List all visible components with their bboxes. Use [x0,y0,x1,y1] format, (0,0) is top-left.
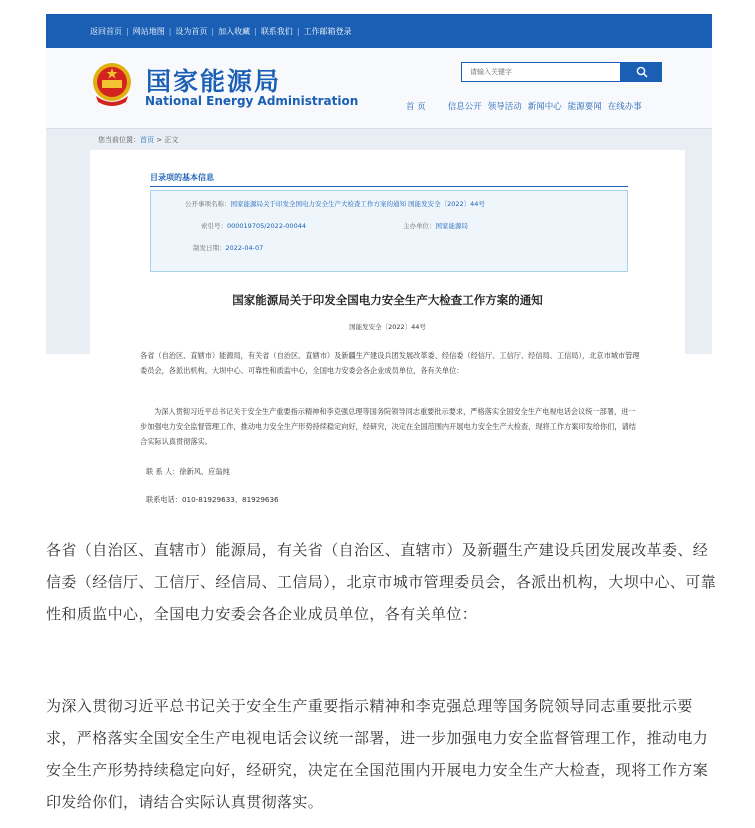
topnav-home[interactable]: 返回首页 [90,26,122,36]
owner-value: 国家能源局 [435,222,468,230]
topnav-contact[interactable]: 联系我们 [260,26,293,36]
content-card [90,150,685,354]
nav-home[interactable]: 首 页 [406,102,426,112]
article-paragraph-body: 为深入贯彻习近平总书记关于安全生产重要指示精神和李克强总理等国务院领导同志重要批示要求，严格落实全国安全生产电视电话会议统一部署，进一步加强电力安全监督管理工作，推动电力安全生产形势持续稳定向好，经研究，决定在全国范围内开展电力安全生产大检查，现将工作方案印发给你们，请结合实际认真贯彻落实。 [46,697,709,811]
catalog-heading: 目录项的基本信息 [150,173,214,182]
index-value: 000019705/2022-00044 [227,222,306,230]
breadcrumb-separator: > [154,136,165,144]
item-name-label: 公开事项名称： [185,200,231,208]
nav-online-services[interactable]: 在线办事 [607,102,642,112]
topnav-bookmark[interactable]: 加入收藏 [218,26,251,36]
website-screenshot [46,14,712,354]
doc-paragraph-addressees: 各省（自治区、直辖市）能源局，有关省（自治区、直辖市）及新疆生产建设兵团发展改革委、经信委（经信厅、工信厅、经信局、工信局），北京市城市管理委员会，各派出机构，大坝中心、可靠性和质监中心，全国电力安委会各企业成员单位，各有关单位： [140,351,640,375]
article-paragraph-addressees: 各省（自治区、直辖市）能源局，有关省（自治区、直辖市）及新疆生产建设兵团发展改革委、经信委（经信厅、工信厅、经信局、工信局），北京市城市管理委员会，各派出机构，大坝中心、可靠性和质监中心，全国电力安委会各企业成员单位，各有关单位： [46,541,717,623]
date-value: 2022-04-07 [225,244,264,252]
owner-label: 主办单位： [403,222,436,230]
search-button[interactable] [621,62,662,82]
search-input[interactable]: 请输入关键字 [461,62,621,82]
topnav-set-home[interactable]: 设为首页 [175,26,208,36]
document-number: 国能发安全〔2022〕44号 [349,323,426,331]
nav-info-public[interactable]: 信息公开 [447,102,482,112]
item-name-value: 国家能源局关于印发全国电力安全生产大检查工作方案的通知 国能发安全〔2022〕44号 [230,200,485,208]
topnav-mail-login[interactable]: 工作邮箱登录 [303,26,352,36]
nav-leaders[interactable]: 领导活动 [487,102,522,112]
doc-paragraph-body: 为深入贯彻习近平总书记关于安全生产重要指示精神和李克强总理等国务院领导同志重要批示要求，严格落实全国安全生产电视电话会议统一部署，进一步加强电力安全监督管理工作，推动电力安全生产形势持续稳定向好，经研究，决定在全国范围内开展电力安全生产大检查，现将工作方案印发给你们，请结合实际认真贯彻落实。 [140,407,636,446]
nav-news[interactable]: 新闻中心 [527,102,562,112]
document-title: 国家能源局关于印发全国电力安全生产大检查工作方案的通知 [232,293,543,307]
website-screenshot-body [46,351,712,522]
catalog-info-box [150,190,628,272]
national-emblem-icon [90,60,134,108]
main-nav [406,100,656,112]
top-link-bar: 返回首页 | 网站地图 | 设为首页 | 加入收藏 | 联系我们 | 工作邮箱登录 [46,14,712,48]
site-logo-english: National Energy Administration [145,94,359,108]
breadcrumb-current: 正文 [164,136,179,144]
breadcrumb [46,128,712,150]
topnav-sitemap[interactable]: 网站地图 [132,26,165,36]
index-label: 索引号： [201,222,227,230]
breadcrumb-home[interactable]: 首页 [140,136,154,144]
search-icon [636,66,648,78]
nav-energy-news[interactable]: 能源要闻 [567,102,602,112]
doc-contact: 联 系 人：徐新风、应翁纯 [146,467,230,476]
date-label: 制发日期： [193,244,226,252]
site-header [46,48,712,128]
site-logo-text[interactable]: 国家能源局 [146,67,282,96]
breadcrumb-prefix: 您当前位置： [98,136,140,144]
doc-phone: 联系电话：010-81929633、81929636 [146,495,279,504]
divider [150,186,628,187]
